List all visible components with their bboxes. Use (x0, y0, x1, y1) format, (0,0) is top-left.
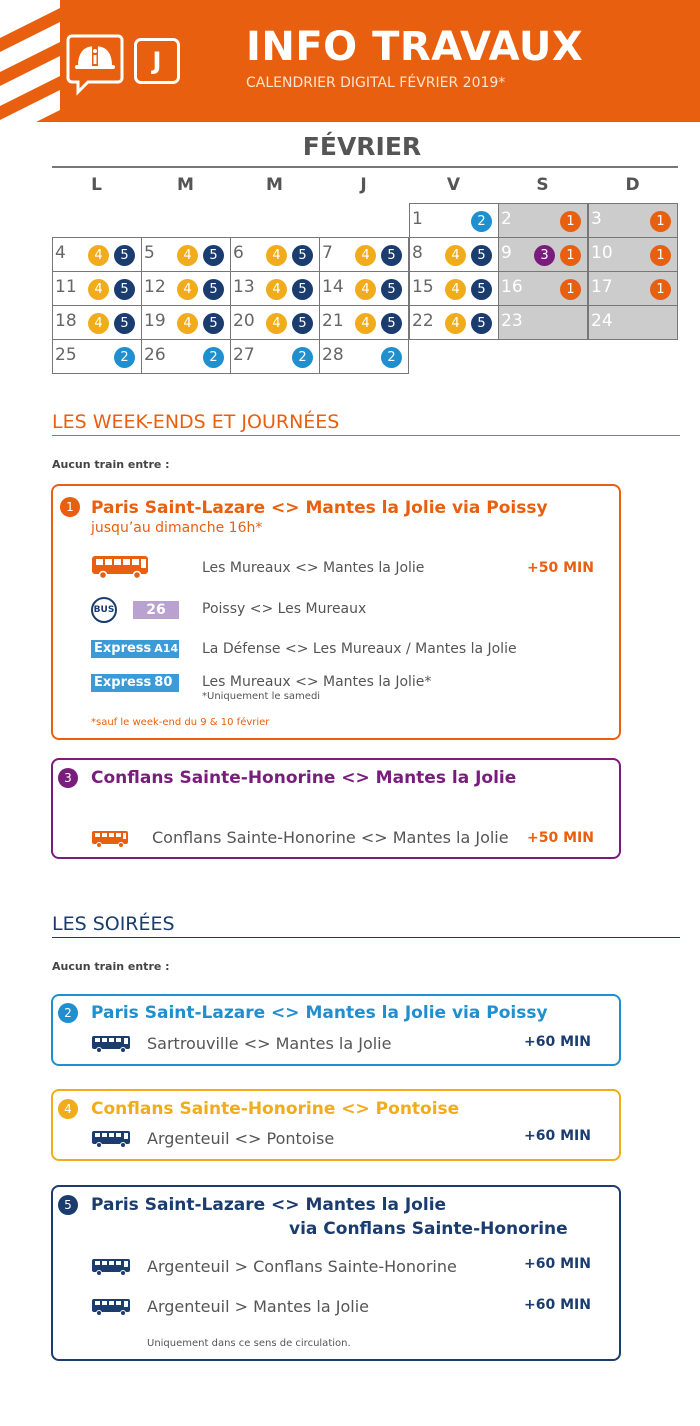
calendar-day (498, 271, 588, 306)
calendar-day (588, 237, 678, 272)
express-80-logo (91, 674, 179, 692)
day-number: 5 (144, 243, 155, 263)
section-divider (52, 937, 680, 938)
delay-duration: +60 MIN (524, 1256, 591, 1272)
day-number: 24 (591, 311, 613, 331)
route-dot-5: 5 (114, 245, 135, 266)
day-number: 18 (55, 311, 77, 331)
route-title: Conflans Sainte-Honorine <> Pontoise (91, 1099, 460, 1119)
day-number: 27 (233, 345, 255, 365)
stripes-decoration (0, 0, 60, 122)
route-dot-5: 5 (292, 279, 313, 300)
route-dot-4: 4 (445, 279, 466, 300)
route-subtitle: jusqu’au dimanche 16h* (91, 520, 263, 536)
route-dot-5: 5 (114, 279, 135, 300)
bus-logo: BUS (91, 597, 117, 623)
section-divider (52, 435, 680, 436)
section-title-evenings: LES SOIRÉES (52, 913, 175, 935)
day-number: 7 (322, 243, 333, 263)
route-title: Paris Saint-Lazare <> Mantes la Jolie (91, 1195, 447, 1215)
calendar-day (230, 305, 320, 340)
day-number: 23 (501, 311, 523, 331)
route-card-1 (51, 484, 621, 740)
day-number: 11 (55, 277, 77, 297)
day-number: 21 (322, 311, 344, 331)
route-dot-4: 4 (88, 245, 109, 266)
calendar-day (141, 271, 231, 306)
no-train-label: Aucun train entre : (52, 458, 170, 471)
page-title: INFO TRAVAUX (246, 24, 584, 70)
weekday-label: V (446, 175, 461, 195)
route-dot-1: 1 (560, 279, 581, 300)
route-title: Paris Saint-Lazare <> Mantes la Jolie via Poissy (91, 498, 548, 518)
no-train-label: Aucun train entre : (52, 960, 170, 973)
calendar-day (230, 237, 320, 272)
route-dot-1: 1 (560, 211, 581, 232)
route-dot-5: 5 (203, 245, 224, 266)
route-title: Paris Saint-Lazare <> Mantes la Jolie via Poissy (91, 1003, 548, 1023)
express-logo-line: A14 (154, 642, 179, 655)
calendar-day (498, 305, 588, 340)
delay-duration: +60 MIN (524, 1034, 591, 1050)
day-number: 12 (144, 277, 166, 297)
route-dot-1: 1 (650, 279, 671, 300)
calendar-day (230, 271, 320, 306)
route-dot-4: 4 (88, 279, 109, 300)
header-banner (0, 0, 700, 122)
day-number: 20 (233, 311, 255, 331)
route-card-2 (51, 994, 621, 1066)
route-dot-5: 5 (381, 245, 402, 266)
calendar-day (319, 271, 409, 306)
delay-duration: +60 MIN (524, 1128, 591, 1144)
route-dot-5: 5 (292, 245, 313, 266)
route-dot-1: 1 (650, 211, 671, 232)
day-number: 10 (591, 243, 613, 263)
section-title-weekends: LES WEEK-ENDS ET JOURNÉES (52, 411, 340, 433)
coach-bus-icon (91, 554, 149, 580)
route-badge: 5 (58, 1195, 78, 1215)
weekday-label: M (266, 175, 283, 195)
route-dot-5: 5 (381, 279, 402, 300)
calendar-day (141, 339, 231, 374)
route-segment: Argenteuil > Conflans Sainte-Honorine (147, 1257, 457, 1276)
coach-bus-icon (91, 1258, 131, 1276)
route-segment: Les Mureaux <> Mantes la Jolie* (202, 674, 432, 690)
route-dot-5: 5 (381, 313, 402, 334)
route-segment: Argenteuil > Mantes la Jolie (147, 1297, 369, 1316)
route-dot-4: 4 (177, 245, 198, 266)
calendar-day (409, 271, 499, 306)
route-badge: 1 (60, 497, 80, 517)
route-dot-5: 5 (292, 313, 313, 334)
route-dot-5: 5 (203, 279, 224, 300)
route-dot-4: 4 (355, 245, 376, 266)
calendar-day (409, 203, 499, 238)
route-segment: Sartrouville <> Mantes la Jolie (147, 1034, 392, 1053)
calendar-day (230, 339, 320, 374)
express-logo-text: Express (94, 675, 152, 690)
weekday-label: L (91, 175, 102, 195)
direction-note: Uniquement dans ce sens de circulation. (147, 1338, 351, 1349)
route-segment: Argenteuil <> Pontoise (147, 1129, 335, 1148)
route-segment: La Défense <> Les Mureaux / Mantes la Jolie (202, 641, 517, 657)
delay-duration: +50 MIN (527, 830, 594, 846)
route-segment: Les Mureaux <> Mantes la Jolie (202, 560, 425, 576)
line-j-badge: J (134, 38, 180, 84)
route-dot-5: 5 (471, 245, 492, 266)
route-badge: 2 (58, 1003, 78, 1023)
day-number: 25 (55, 345, 77, 365)
coach-bus-icon (91, 1035, 131, 1053)
route-dot-2: 2 (114, 347, 135, 368)
calendar-day (409, 237, 499, 272)
route-footnote: *sauf le week-end du 9 & 10 février (91, 717, 270, 728)
day-number: 19 (144, 311, 166, 331)
calendar-day (319, 305, 409, 340)
weekday-label: S (536, 175, 549, 195)
calendar-day (141, 237, 231, 272)
coach-bus-icon (91, 1130, 131, 1148)
route-dot-4: 4 (177, 279, 198, 300)
express-logo-line: 80 (154, 675, 173, 690)
route-dot-5: 5 (471, 313, 492, 334)
route-badge: 3 (58, 768, 78, 788)
day-number: 9 (501, 243, 512, 263)
route-segment: Conflans Sainte-Honorine <> Mantes la Jolie (152, 828, 509, 847)
day-number: 2 (501, 209, 512, 229)
route-dot-5: 5 (203, 313, 224, 334)
calendar-day (498, 237, 588, 272)
route-dot-4: 4 (266, 279, 287, 300)
route-dot-4: 4 (355, 279, 376, 300)
route-badge: 4 (58, 1099, 78, 1119)
calendar-day (52, 271, 142, 306)
delay-duration: +60 MIN (524, 1297, 591, 1313)
route-dot-3: 3 (534, 245, 555, 266)
route-title-line2: via Conflans Sainte-Honorine (289, 1219, 568, 1239)
calendar-day (319, 237, 409, 272)
route-dot-1: 1 (650, 245, 671, 266)
day-number: 28 (322, 345, 344, 365)
calendar-day (141, 305, 231, 340)
route-segment: Poissy <> Les Mureaux (202, 601, 367, 617)
saturday-note: *Uniquement le samedi (202, 691, 321, 702)
page-subtitle: CALENDRIER DIGITAL FÉVRIER 2019* (246, 75, 506, 91)
route-dot-5: 5 (114, 313, 135, 334)
weekday-label: D (625, 175, 640, 195)
day-number: 6 (233, 243, 244, 263)
day-number: 1 (412, 209, 423, 229)
express-logo-text: Express (94, 641, 152, 656)
route-dot-4: 4 (177, 313, 198, 334)
day-number: 13 (233, 277, 255, 297)
day-number: 16 (501, 277, 523, 297)
calendar-day (52, 305, 142, 340)
calendar-day (319, 339, 409, 374)
express-a14-logo (91, 640, 179, 658)
worker-helmet-icon (66, 32, 124, 96)
day-number: 3 (591, 209, 602, 229)
calendar-day (498, 203, 588, 238)
route-dot-4: 4 (266, 245, 287, 266)
route-card-4 (51, 1089, 621, 1161)
delay-duration: +50 MIN (527, 560, 594, 576)
day-number: 26 (144, 345, 166, 365)
route-dot-2: 2 (471, 211, 492, 232)
calendar-month: FÉVRIER (302, 132, 422, 161)
day-number: 8 (412, 243, 423, 263)
day-number: 4 (55, 243, 66, 263)
route-dot-4: 4 (355, 313, 376, 334)
route-dot-5: 5 (471, 279, 492, 300)
route-dot-4: 4 (266, 313, 287, 334)
route-dot-2: 2 (381, 347, 402, 368)
route-card-5 (51, 1185, 621, 1361)
day-number: 17 (591, 277, 613, 297)
calendar-divider (52, 166, 678, 168)
coach-bus-icon (91, 830, 129, 848)
route-title: Conflans Sainte-Honorine <> Mantes la Jolie (91, 768, 517, 788)
bus-line-26-badge: 26 (133, 601, 179, 619)
calendar-day (52, 339, 142, 374)
coach-bus-icon (91, 1298, 131, 1316)
route-dot-4: 4 (88, 313, 109, 334)
weekday-label: M (177, 175, 194, 195)
calendar-day (409, 305, 499, 340)
route-dot-1: 1 (560, 245, 581, 266)
calendar-day (588, 271, 678, 306)
calendar-day (588, 203, 678, 238)
calendar-day (588, 305, 678, 340)
weekday-label: J (360, 175, 367, 195)
route-dot-4: 4 (445, 313, 466, 334)
calendar-day (52, 237, 142, 272)
route-dot-4: 4 (445, 245, 466, 266)
day-number: 15 (412, 277, 434, 297)
route-dot-2: 2 (292, 347, 313, 368)
route-card-3 (51, 758, 621, 859)
route-dot-2: 2 (203, 347, 224, 368)
day-number: 22 (412, 311, 434, 331)
day-number: 14 (322, 277, 344, 297)
